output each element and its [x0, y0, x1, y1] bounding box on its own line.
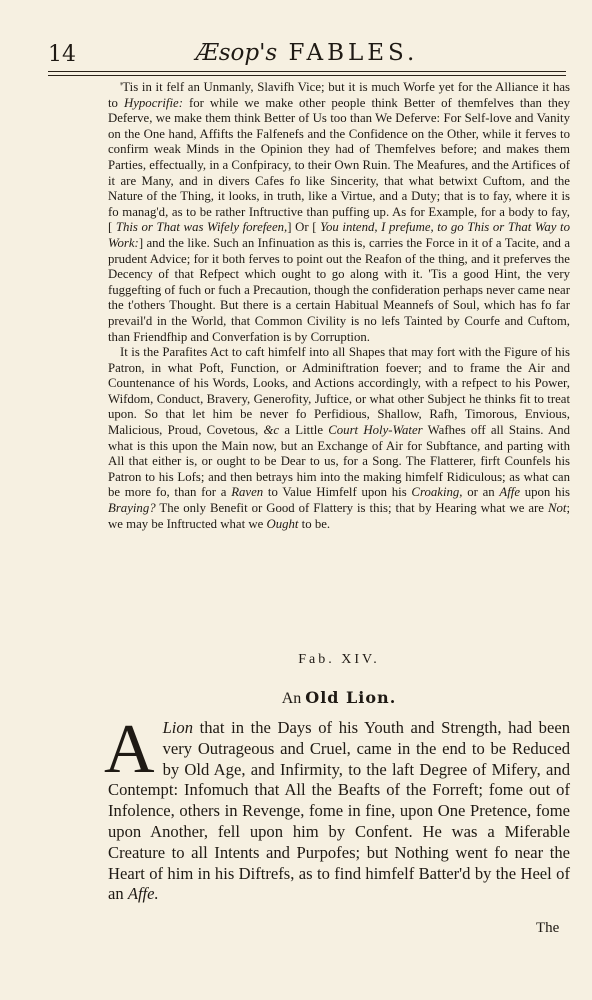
- fable-title: [108, 688, 570, 708]
- fable-title-blackletter: Old Lion.: [305, 688, 397, 707]
- commentary-text: [108, 80, 570, 532]
- header-rule-thin: [48, 75, 566, 76]
- italic-run: Affe.: [127, 884, 159, 904]
- running-head: [48, 40, 566, 66]
- fable-body: [108, 718, 570, 903]
- header-rule: [48, 71, 566, 72]
- commentary-paragraph-1: [108, 80, 570, 345]
- text-run: to be.: [298, 516, 331, 531]
- catchword: The: [536, 920, 560, 936]
- italic-run: Hypocrifie:: [123, 95, 183, 110]
- italic-run: This or That was Wifely forefeen,: [115, 220, 288, 235]
- text-run: or an: [462, 485, 500, 500]
- italic-run: Ought: [266, 516, 299, 531]
- text-run: ; we may be Inftructed what we: [108, 501, 570, 531]
- running-head-fables: FABLES.: [288, 40, 419, 66]
- italic-run: Court Holy-Water: [328, 423, 423, 438]
- text-run: a Little: [279, 423, 329, 438]
- page-number: 14: [48, 42, 76, 67]
- italic-run: Not: [547, 501, 567, 516]
- fable-number: Fab. XIV.: [298, 652, 380, 667]
- italic-run: Lion: [162, 718, 193, 737]
- italic-run: &c: [263, 423, 280, 438]
- text-run: ] Or [: [287, 220, 321, 235]
- italic-run: Raven: [231, 485, 264, 500]
- text-run: upon his: [520, 485, 570, 500]
- italic-run: Affe: [499, 485, 521, 500]
- fable-text: [104, 711, 570, 905]
- drop-cap: A: [104, 711, 155, 788]
- italic-run: Braying?: [108, 501, 156, 516]
- commentary-paragraph-2: [108, 345, 570, 532]
- running-head-aesop: Æsop's: [195, 40, 278, 66]
- text-run: to Value Himfelf upon his: [263, 485, 412, 500]
- fable-title-prefix: An: [281, 690, 302, 707]
- italic-run: Croaking,: [411, 485, 463, 500]
- text-run: 'Tis in it felf an Unmanly, Slavifh Vice; but it is much Worfe yet for the Alliance it has to: [108, 80, 570, 110]
- italic-run: You intend, I prefume, to go This or That Way to Work:: [108, 220, 570, 250]
- text-run: for while we make other people think Better of themfelves than they Deferve, we make them think Better of Us too than We Deferve: For Self-love and Vanity on the One hand, Affifts the Falfenefs and the Confidence on the Other, while it ferves to confirm weak Minds in the Opinion they had of Themfelves before; and makes them Parties, effectually, in a Confpiracy, to their Own Ruin. The Meafures, and the Artifices of it are Many, and in divers Cafes fo like Sincerity, that what betwixt Cuftom, and the Nature of the Thing, it looks, in truth, like a Virtue, and a Duty; that is to fay, where it is fo manag'd, as to be rather Inftructive than puffing up. As for Example, for a body to fay, [: [108, 95, 570, 235]
- text-run: ] and the like. Such an Infinuation as this is, carries the Force in it of a Tacite, and a prudent Advice; for it both ferves to point out the Reafon of the thing, and it preferves the Decency of that Refpect which ought to go along with it. 'Tis a good Hint, the very fuggefting of fuch or fuch a Precaution, though the confideration perhaps never came near the t'others Thought. But there is a certain Habitual Meannefs of Soul, which has fo far prevail'd in the World, that Common Civility is no lefs Tainted by Courfe and Cuftom, than Friendfhip and Converfation is by Corruption.: [108, 235, 570, 344]
- text-run: Wafhes off all Stains. And what is this upon the Main now, but an Exchange of Air for Subftance, and parting with All that either is, or ought to be Dear to us, for a Song. The Flatterer, firft Counfels his Patron to his Lofs; and then betrays him into the making himfelf Ridiculous; as what can be more fo, than for a: [108, 423, 570, 500]
- text-run: that in the Days of his Youth and Strength, had been very Outrageous and Cruel, came in the end to be Reduced by Old Age, and Infirmity, to the laft Degree of Mifery, and Contempt: Infomuch that All the Beafts of the Forreft; fome out of Infolence, others in Revenge, fome in fine, upon One Pretence, fome upon Another, fell upon him by Confent. He was a Miferable Creature to all Intents and Purpofes; but Nothing went fo near the Heart of him in his Diftrefs, as to find himfelf Batter'd by the Heel of an: [108, 718, 570, 904]
- text-run: It is the Parafites Act to caft himfelf into all Shapes that may fort with the Figure of his Patron, in what Poft, Function, or Adminiftration foever; and to frame the Air and Countenance of his Words, Looks, and Actions accordingly, with a refpect to his Power, Wifdom, Conduct, Bravery, Generofity, Juftice, or what other Subject he thinks fit to treat upon. So that let him be never fo Perfidious, Shallow, Rafh, Timorous, Envious, Malicious, Proud, Covetous,: [108, 345, 570, 438]
- text-run: The only Benefit or Good of Flattery is this; that by Hearing what we are: [155, 501, 548, 516]
- page-header: [48, 40, 566, 70]
